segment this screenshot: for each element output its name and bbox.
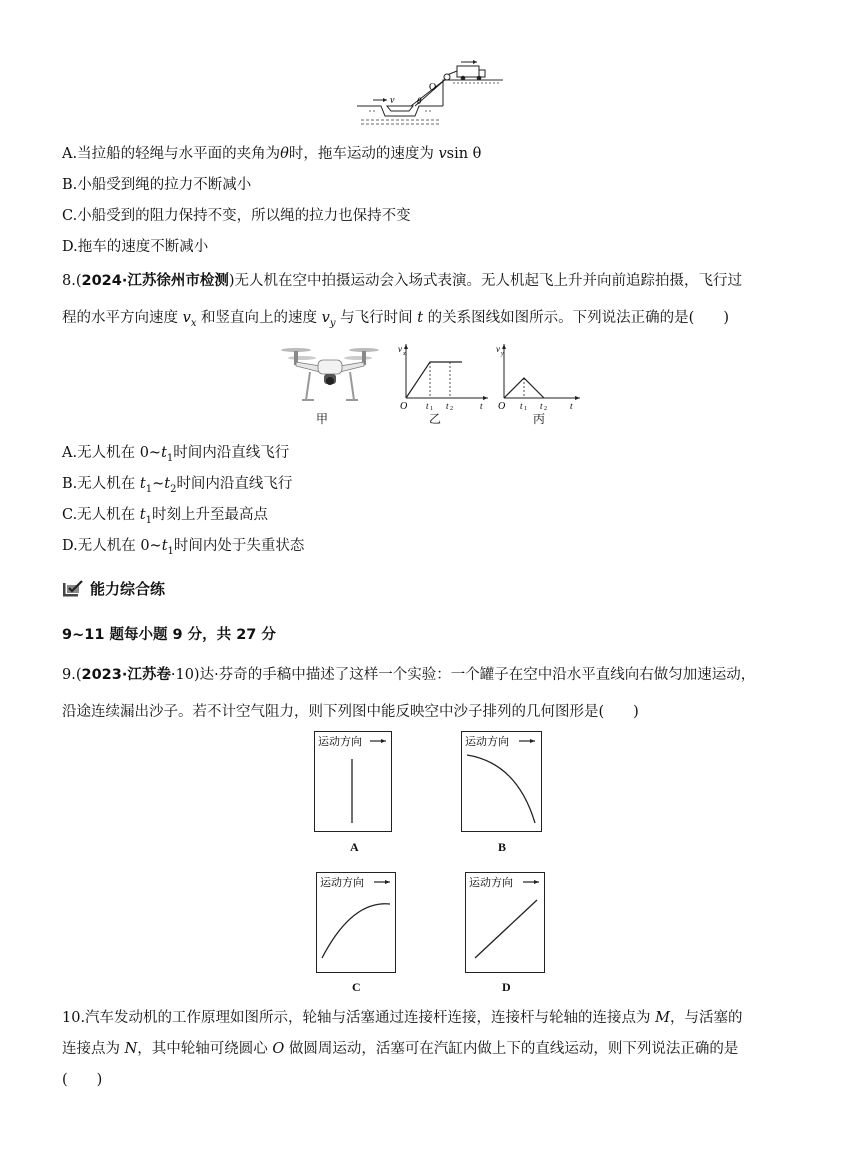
q7-option-b: B.小船受到绳的拉力不断减小	[62, 177, 252, 193]
q9-number: 9.(	[62, 667, 82, 683]
q7-option-d: D.拖车的速度不断减小	[62, 239, 209, 255]
q8-vx-t-axis: t	[480, 401, 483, 410]
q8-option-b-prefix: B.无人机在	[62, 476, 140, 492]
q9-figure-c	[316, 872, 396, 973]
q8-caption-bing: 丙	[533, 412, 546, 426]
q8-option-d-sub: 1	[167, 545, 174, 557]
q8-stem-line-1	[62, 269, 742, 290]
q8-vx-axis-sub: x	[403, 351, 406, 357]
q8-vx: v	[182, 310, 191, 326]
q7-o-label: O	[429, 82, 437, 93]
q8-option-d-prefix: D.无人机在 0~	[62, 538, 162, 554]
q8-stem-2d: 的关系图线如图所示。下列说法正确的是( )	[423, 310, 729, 326]
q8-vy-t1-sub: 1	[524, 406, 527, 410]
q8-vy-t2: t	[540, 401, 543, 410]
q9-caption-a: A	[350, 840, 359, 854]
q7-option-a-theta: θ	[280, 146, 289, 162]
q9-source: 2023·江苏卷	[81, 667, 171, 683]
q8-vx-axis-label: v	[398, 344, 402, 354]
q10-m: M	[655, 1010, 671, 1026]
q8-vy-axis-sub: y	[501, 351, 504, 357]
checkbox-checkmark-icon	[62, 580, 84, 598]
q7-option-a-tail: sin θ	[446, 146, 482, 162]
q10-line-2c: 做圆周运动，活塞可在汽缸内做上下的直线运动，则下列说法正确的是	[284, 1041, 739, 1057]
q7-v-label: v	[390, 95, 395, 106]
q8-vy-graph	[494, 340, 590, 410]
q8-drone-image	[280, 344, 380, 408]
q10-line-1a: 10.汽车发动机的工作原理如图所示，轮轴与活塞通过连接杆连接，连接杆与轮轴的连接点为	[62, 1010, 656, 1026]
q8-option-c-prefix: C.无人机在	[62, 507, 140, 523]
q8-option-b-sub2: 2	[170, 483, 177, 495]
q8-caption-yi: 乙	[429, 412, 442, 426]
section-header	[62, 578, 165, 599]
q9-stem-line-1	[62, 663, 755, 684]
q8-number: 8.(	[62, 273, 82, 289]
q9-caption-b: B	[498, 840, 507, 854]
q8-option-b-tail: 时间内沿直线飞行	[176, 476, 293, 492]
q8-vy-t1: t	[520, 401, 523, 410]
q8-stem-2c: 与飞行时间	[335, 310, 418, 326]
q9-caption-c: C	[352, 980, 361, 994]
q8-vx-t2-sub: 2	[450, 406, 453, 410]
q9-a-direction-label: 运动方向	[318, 736, 362, 748]
q9-figure-b	[461, 731, 542, 832]
q8-vx-origin: O	[400, 401, 408, 410]
q8-source: 2024·江苏徐州市检测	[81, 273, 229, 289]
q8-stem-line-2	[62, 306, 729, 329]
q9-c-direction-label: 运动方向	[320, 877, 364, 889]
q7-option-c: C.小船受到的阻力保持不变，所以绳的拉力也保持不变	[62, 208, 411, 224]
q8-stem-2a: 程的水平方向速度	[62, 310, 183, 326]
q8-stem-1: )无人机在空中拍摄运动会入场式表演。无人机起飞上升并向前追踪拍摄，飞行过	[228, 273, 743, 289]
q8-vx-sub: x	[190, 317, 197, 329]
q9-caption-d: D	[502, 980, 511, 994]
q8-option-c-sub: 1	[145, 514, 152, 526]
q8-vy-t-axis: t	[570, 401, 573, 410]
q9-figure-d	[465, 872, 545, 973]
q9-d-direction-label: 运动方向	[469, 877, 513, 889]
q8-option-b-t1: t	[139, 476, 146, 492]
q10-line-2	[62, 1037, 738, 1058]
q9-stem-line-2: 沿途连续漏出沙子。若不计空气阻力，则下列图中能反映空中沙子排列的几何图形是( )	[62, 704, 639, 720]
q8-vy-axis-label: v	[496, 344, 500, 354]
q10-line-3: ( )	[62, 1072, 103, 1088]
q8-option-c-tail: 时刻上升至最高点	[152, 507, 268, 523]
q8-option-a-t: t	[161, 445, 167, 461]
q8-vy-origin: O	[498, 401, 506, 410]
q8-option-d-tail: 时间内处于失重状态	[173, 538, 305, 554]
q8-option-a	[62, 441, 289, 464]
q7-option-a	[62, 142, 481, 163]
q8-option-b-t2: t	[164, 476, 171, 492]
q8-option-d-t: t	[161, 538, 168, 554]
q10-o: O	[272, 1041, 285, 1057]
q8-vx-t1: t	[426, 401, 429, 410]
q7-option-a-mid: 时，拖车运动的速度为	[288, 146, 439, 162]
q8-caption-jia: 甲	[316, 412, 329, 426]
q8-vy-t2-sub: 2	[544, 406, 547, 410]
q10-line-1b: ，与活塞的	[670, 1010, 743, 1026]
q9-stem-1: ·10)达·芬奇的手稿中描述了这样一个实验：一个罐子在空中沿水平直线向右做匀加速运动，	[170, 667, 756, 683]
q8-option-a-sub: 1	[166, 452, 174, 464]
q8-option-b	[62, 472, 292, 495]
q10-n: N	[124, 1041, 138, 1057]
section-title: 能力综合练	[90, 580, 166, 598]
q8-option-b-sub1: 1	[145, 483, 153, 495]
q8-vx-t2: t	[446, 401, 449, 410]
q8-option-d	[62, 534, 304, 557]
q8-vy-sub: y	[329, 317, 336, 329]
q7-option-a-prefix: A.当拉船的轻绳与水平面的夹角为	[62, 146, 281, 162]
q8-vx-graph	[396, 340, 492, 410]
q7-theta-label: θ	[417, 96, 422, 106]
q8-vx-t1-sub: 1	[430, 406, 433, 410]
q10-line-1	[62, 1006, 743, 1027]
q8-vy: v	[321, 310, 330, 326]
q7-option-a-v: v	[438, 146, 447, 162]
section-note: 9~11 题每小题 9 分，共 27 分	[62, 627, 276, 643]
q8-option-c-t: t	[139, 507, 146, 523]
q10-line-2b: ，其中轮轴可绕圆心	[137, 1041, 273, 1057]
q8-option-a-tail: 时间内沿直线飞行	[173, 445, 290, 461]
q10-line-2a: 连接点为	[62, 1041, 125, 1057]
q8-t: t	[417, 310, 424, 326]
q8-stem-2b: 和竖直向上的速度	[196, 310, 322, 326]
q8-option-b-mid: ~	[152, 476, 165, 492]
q7-boat-figure	[355, 58, 505, 130]
q8-option-c	[62, 503, 268, 526]
q9-b-direction-label: 运动方向	[465, 736, 509, 748]
q9-figure-a	[314, 731, 392, 832]
q8-option-a-prefix: A.无人机在 0~	[62, 445, 162, 461]
